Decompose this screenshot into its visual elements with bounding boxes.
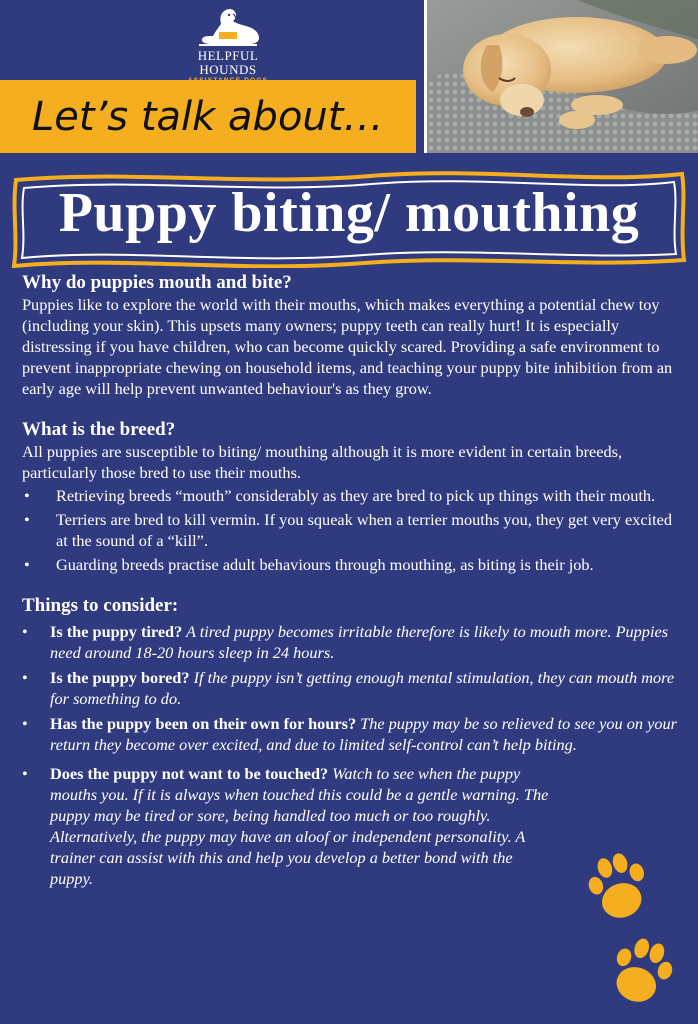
paw-prints [580,845,698,1015]
section-consider-heading: Things to consider: [22,595,179,616]
lets-talk-text: Let’s talk about… [32,93,384,140]
section-breed [22,419,684,575]
dog-logo-icon [193,6,263,48]
lets-talk-banner [0,80,416,153]
list-item: • Is the puppy bored? If the puppy isn’t getting enough mental stimulation, they can mouth more for something to do. [22,668,675,708]
paw-print-icon [580,845,698,1015]
logo-name: HELPFUL HOUNDS [197,48,259,77]
section-breed-heading: What is the breed? [22,419,176,440]
list-item: • Does the puppy not want to be touched? Watch to see when the puppy mouths you. If it is always when touched this could be a gentle warning. The puppy may be tired or sore, being handled too much or too roughly. Alternatively, the puppy may have an aloof or independent personality. A trainer can assist with this and help you develop a better bond with the puppy. [22,764,549,888]
list-item: • Terriers are bred to kill vermin. If you squeak when a terrier mouths you, they get very excited at the sound of a “kill”. [24,510,672,550]
content [22,272,684,909]
title-banner [10,168,688,268]
header [0,0,698,158]
section-why-text: Puppies like to explore the world with their mouths, which makes everything a potential chew toy (including your skin). This upsets many owners; puppy teeth can really hurt! It is especially distressing if you have children, who can become quickly scared. Providing a safe environment to prevent inappropriate chewing on household items, and teaching your puppy bite inhibition from an early age will help prevent unwanted behaviour's as they grow. [22,295,673,398]
section-why [22,272,684,399]
list-item: • Has the puppy been on their own for hours? The puppy may be so relieved to see you on your return they become over excited, and due to limited self-control can’t help biting. [22,714,677,754]
section-why-heading: Why do puppies mouth and bite? [22,272,292,293]
breed-list [22,485,684,575]
helpful-hounds-logo [168,6,288,77]
list-item: • Guarding breeds practise adult behaviours through mouthing, as biting is their job. [24,555,594,574]
sleeping-puppy-photo [424,0,698,153]
section-breed-text: All puppies are susceptible to biting/ mouthing although it is more evident in certain breeds, particularly those bred to use their mouths. [22,442,623,482]
list-item: • Retrieving breeds “mouth” considerably as they are bred to pick up things with their mouth. [24,486,656,505]
page-title: Puppy biting/ mouthing [58,182,640,244]
list-item: • Is the puppy tired? A tired puppy becomes irritable therefore is likely to mouth more. Puppies need around 18-20 hours sleep in 24 hours. [22,622,669,662]
